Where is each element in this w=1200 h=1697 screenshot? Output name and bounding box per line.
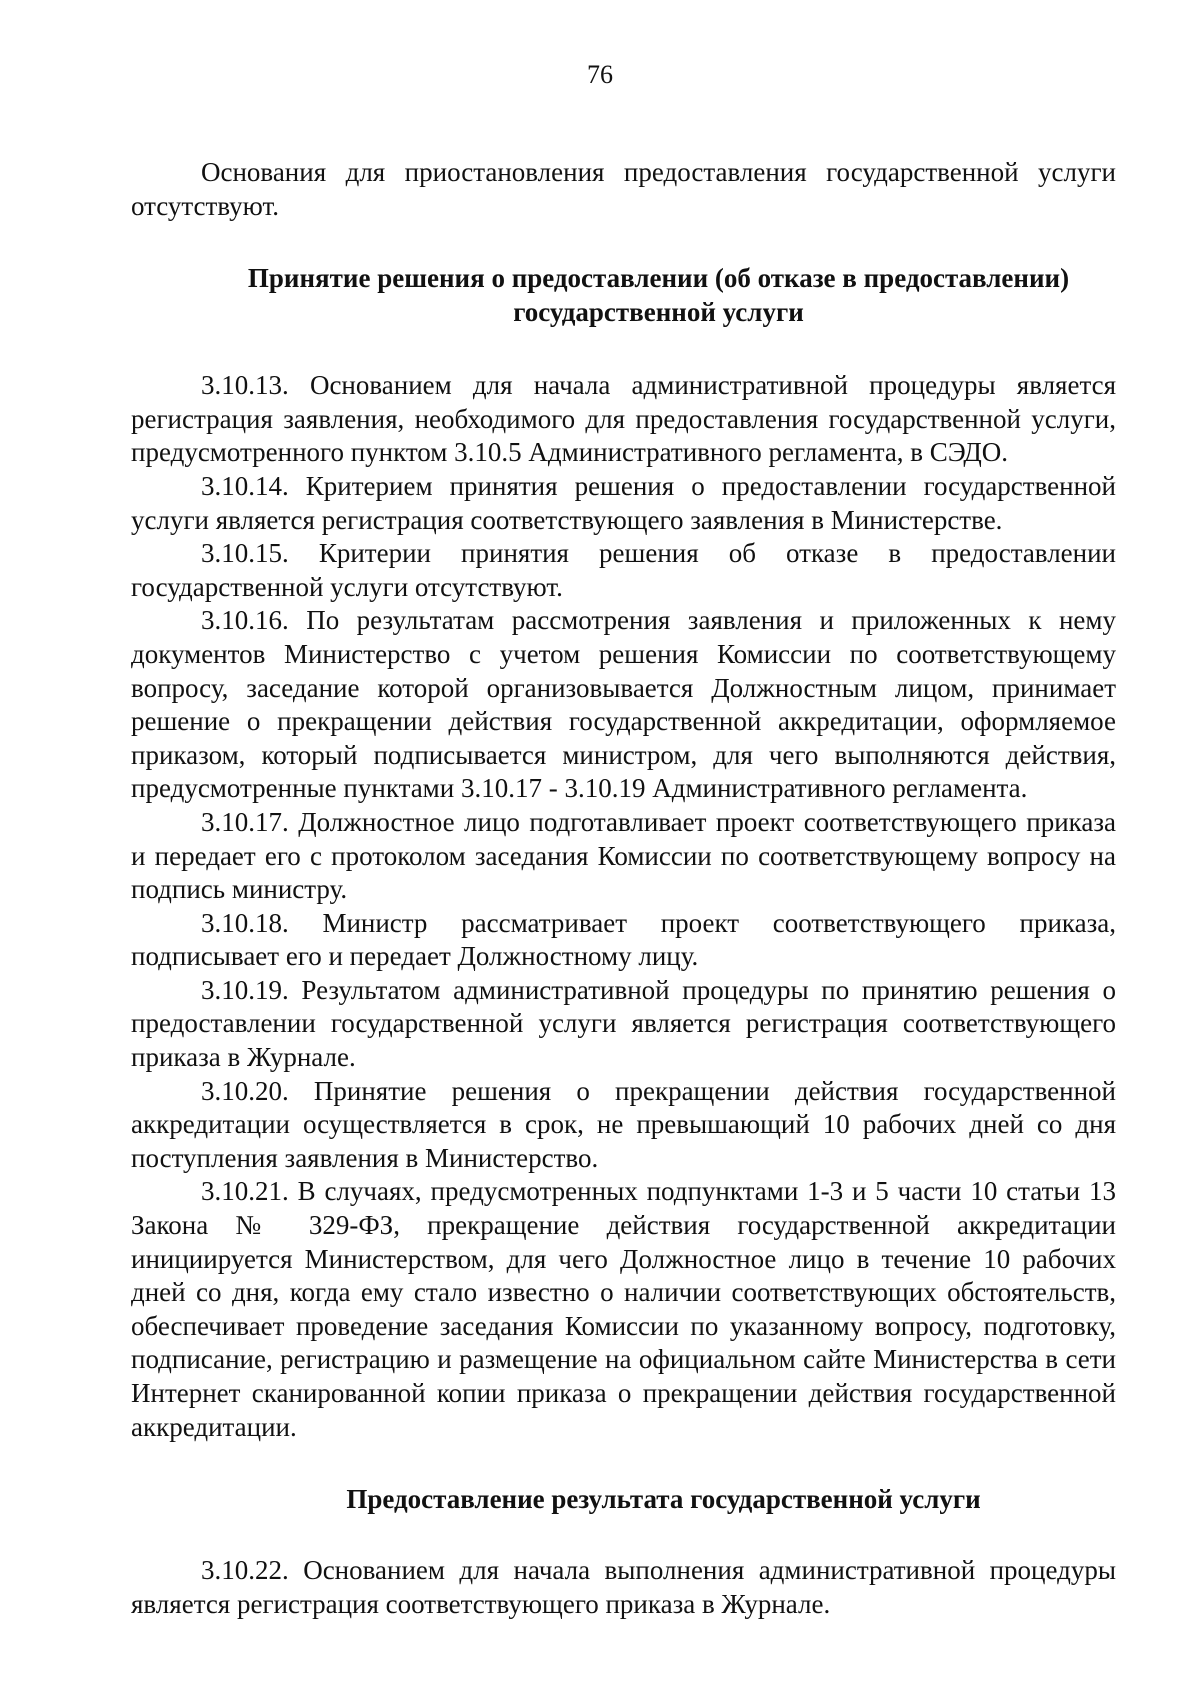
section-result <box>131 1554 1116 1621</box>
page-number: 76 <box>587 60 613 89</box>
intro-paragraph: Основания для приостановления предоставления государственной услуги отсутствуют. <box>131 157 1116 221</box>
section-heading-result: Предоставление результата государственной услуги <box>346 1484 981 1515</box>
paragraph-3-10-15: 3.10.15. Критерии принятия решения об отказе в предоставлении государственной услуги отсутствуют. <box>131 538 1116 602</box>
paragraph-3-10-18: 3.10.18. Министр рассматривает проект соответствующего приказа, подписывает его и передает Должностному лицу. <box>131 907 1116 972</box>
paragraph-3-10-13: 3.10.13. Основанием для начала административной процедуры является регистрация заявления, необходимого для предоставления государственной услуги, предусмотренного пунктом 3.10.5 Административного регламента, в СЭДО. <box>131 370 1116 468</box>
section-decision <box>131 369 1116 1444</box>
paragraph-3-10-19: 3.10.19. Результатом административной процедуры по принятию решения о предоставлении государственной услуги является регистрация соответствующего приказа в Журнале. <box>131 974 1116 1073</box>
paragraph-3-10-22: 3.10.22. Основанием для начала выполнения административной процедуры является регистрация соответствующего приказа в Журнале. <box>131 1555 1116 1619</box>
document-body <box>131 156 1116 1621</box>
paragraph-3-10-16: 3.10.16. По результатам рассмотрения заявления и приложенных к нему документов Министерство с учетом решения Комиссии по соответствующему вопросу, заседание которой организовывается Должностным лицом, принимает решение о прекращении действия государственной аккредитации, оформляемое приказом, который подписывается министром, для чего выполняются действия, предусмотренные пунктами 3.10.17 - 3.10.19 Административного регламента. <box>131 605 1116 804</box>
section-heading-decision: Принятие решения о предоставлении (об отказе в предоставлении) государственной услуги <box>247 263 1070 328</box>
paragraph-3-10-21: 3.10.21. В случаях, предусмотренных подпунктами 1-3 и 5 части 10 статьи 13 Закона № 329-ФЗ, прекращение действия государственной аккредитации инициируется Министерством, для чего Должностное лицо в течение 10 рабочих дней со дня, когда ему стало известно о наличии соответствующих обстоятельств, обеспечивает проведение заседания Комиссии по указанному вопросу, подготовку, подписание, регистрацию и размещение на официальном сайте Министерства в сети Интернет сканированной копии приказа о прекращении действия государственной аккредитации. <box>131 1176 1116 1442</box>
paragraph-3-10-17: 3.10.17. Должностное лицо подготавливает проект соответствующего приказа и передает его с протоколом заседания Комиссии по соответствующему вопросу на подпись министру. <box>131 806 1116 905</box>
paragraph-3-10-14: 3.10.14. Критерием принятия решения о предоставлении государственной услуги является регистрация соответствующего заявления в Министерстве. <box>131 470 1116 535</box>
paragraph-3-10-20: 3.10.20. Принятие решения о прекращении действия государственной аккредитации осуществляется в срок, не превышающий 10 рабочих дней со дня поступления заявления в Министерство. <box>131 1075 1116 1173</box>
